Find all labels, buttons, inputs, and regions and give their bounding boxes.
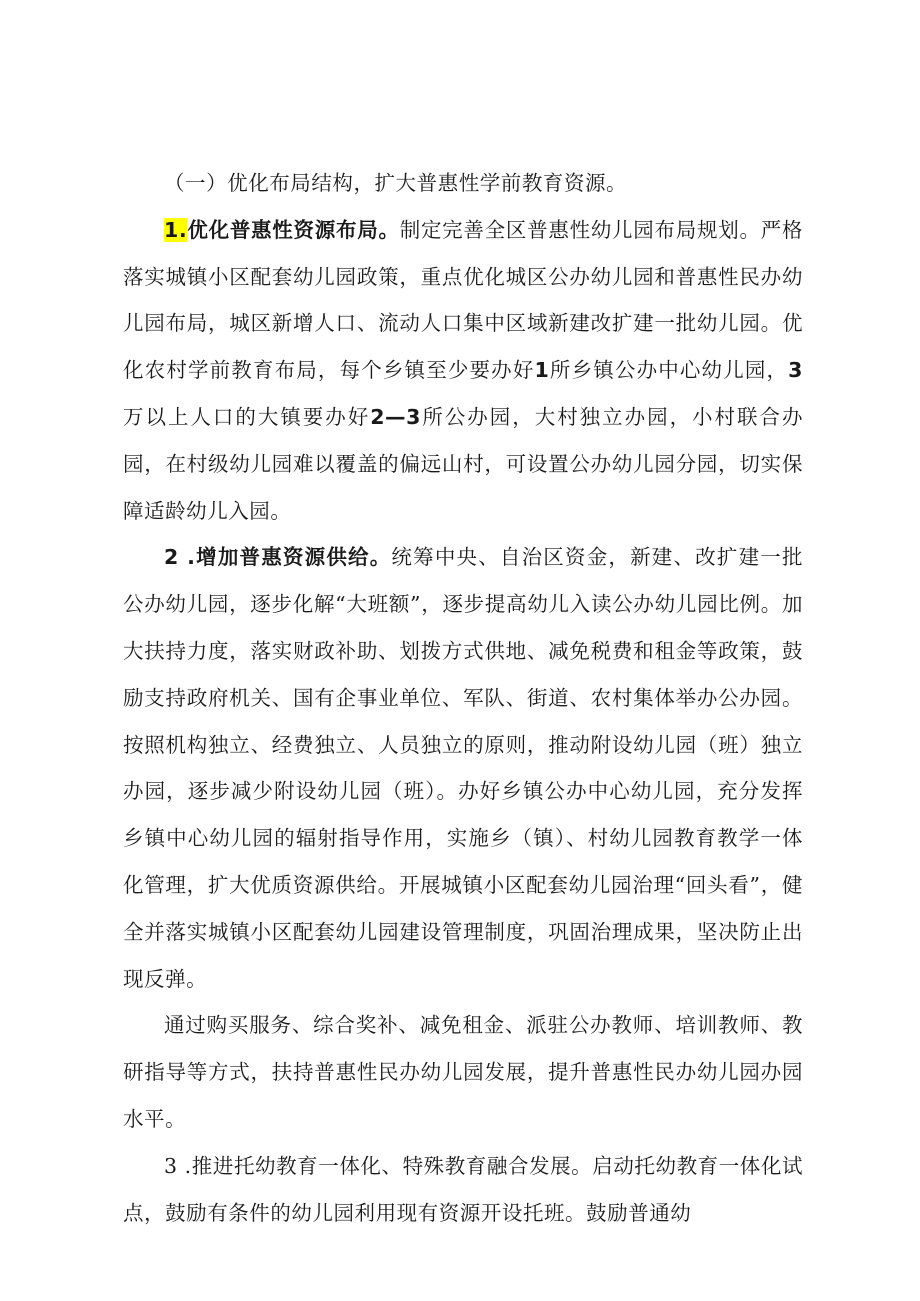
item-1-body-part3: 万以上人口的大镇要办好 [123,404,371,429]
document-page [123,160,803,1236]
item-2-number: 2 . [164,545,196,570]
item-1-num-c: 2—3 [370,404,421,429]
item-1-number: 1. [164,217,188,242]
item-1-body-part1: 制定完善全区普惠性幼儿园布局规划。严格落实城镇小区配套幼儿园政策，重点优化城区公办幼儿园和普惠性民办幼儿园布局，城区新增人口、流动人口集中区域新建改扩建一批幼儿园。优化农村学前教育布局，每个乡镇至少要办好 [123,217,803,383]
item-3-body: 推进托幼教育一体化、特殊教育融合发展。启动托幼教育一体化试点，鼓励有条件的幼儿园利用现有资源开设托班。鼓励普通幼 [123,1153,803,1225]
item-2-title: 增加普惠资源供给。 [195,545,392,570]
item-3-paragraph [123,1143,803,1237]
item-1-paragraph [123,207,803,535]
item-1-num-a: 1 [534,358,550,383]
item-1-body-part2: 所乡镇公办中心幼儿园， [549,358,789,383]
item-3-number: 3 . [164,1153,192,1178]
item-2-body: 统筹中央、自治区资金，新建、改扩建一批公办幼儿园，逐步化解“大班额”，逐步提高幼儿入读公办幼儿园比例。加大扶持力度，落实财政补助、划拨方式供地、减免税费和租金等政策，鼓励支持政府机关、国有企事业单位、军队、街道、农村集体举办公办园。按照机构独立、经费独立、人员独立的原则，推动附设幼儿园（班）独立办园，逐步减少附设幼儿园（班）。办好乡镇公办中心幼儿园，充分发挥乡镇中心幼儿园的辐射指导作用，实施乡（镇）、村幼儿园教育教学一体化管理，扩大优质资源供给。开展城镇小区配套幼儿园治理“回头看”，健全并落实城镇小区配套幼儿园建设管理制度，巩固治理成果，坚决防止出现反弹。 [123,545,804,991]
item-1-body-part4: 所公办园，大村独立办园，小村联合办园，在村级幼儿园难以覆盖的偏远山村，可设置公办幼儿园分园，切实保障适龄幼儿入园。 [123,404,803,523]
item-1-num-b: 3 [788,358,803,383]
section-heading: （一）优化布局结构，扩大普惠性学前教育资源。 [164,171,628,195]
item-2-paragraph [123,534,803,1002]
support-paragraph: 通过购买服务、综合奖补、减免租金、派驻公办教师、培训教师、教研指导等方式，扶持普惠性民办幼儿园发展，提升普惠性民办幼儿园办园水平。 [123,1013,803,1131]
item-1-title: 优化普惠性资源布局。 [187,217,400,242]
